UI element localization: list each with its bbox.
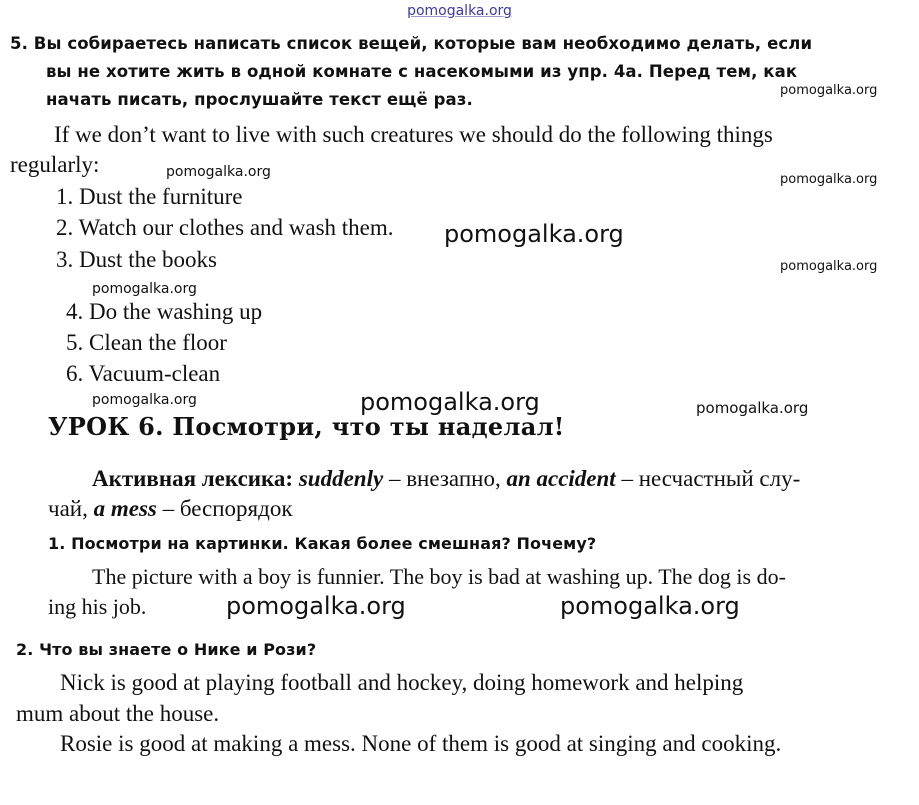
- exercise2-answer-line3: Rosie is good at making a mess. None of them is good at singing and cooking.: [60, 731, 782, 756]
- vocabulary-definition: – беспорядок: [156, 496, 293, 521]
- vocabulary-line1: [92, 466, 800, 492]
- exercise2-answer-line1: Nick is good at playing football and hockey, doing homework and helping: [60, 670, 744, 695]
- watermark: pomogalka.org: [780, 259, 878, 274]
- vocabulary-word: an accident: [506, 466, 616, 491]
- exercise5-heading-line2: вы не хотите жить в одной комнате с насекомыми из упр. 4а. Перед тем, как: [46, 62, 798, 81]
- vocabulary-word: a mess: [93, 496, 157, 521]
- list-item: 5. Clean the floor: [66, 330, 227, 355]
- list-item: 6. Vacuum-clean: [66, 361, 221, 386]
- vocabulary-word: suddenly: [298, 466, 384, 491]
- watermark: pomogalka.org: [92, 281, 197, 297]
- watermark: pomogalka.org: [696, 399, 809, 417]
- list-item: 1. Dust the furniture: [56, 184, 243, 209]
- exercise1-answer-line1: The picture with a boy is funnier. The boy is bad at washing up. The dog is do-: [92, 564, 786, 589]
- exercise5-heading-line3: начать писать, прослушайте текст ещё раз.: [46, 90, 473, 109]
- exercise5-heading-line1: 5. Вы собираетесь написать список вещей, которые вам необходимо делать, если: [10, 34, 813, 53]
- exercise1-heading: 1. Посмотри на картинки. Какая более смешная? Почему?: [48, 534, 597, 553]
- watermark: pomogalka.org: [92, 392, 197, 408]
- vocabulary-line2: [48, 496, 293, 522]
- list-item: 4. Do the washing up: [66, 299, 263, 324]
- vocabulary-definition: чай,: [48, 496, 94, 521]
- watermark: pomogalka.org: [226, 592, 406, 620]
- vocabulary-definition: – несчастный слу-: [615, 466, 801, 491]
- exercise2-heading: 2. Что вы знаете о Нике и Рози?: [16, 640, 317, 659]
- list-item: 3. Dust the books: [56, 247, 217, 272]
- watermark: pomogalka.org: [780, 172, 878, 187]
- watermark: pomogalka.org: [560, 592, 740, 620]
- vocabulary-label: Активная лексика:: [92, 466, 294, 491]
- vocabulary-definition: – внезапно,: [383, 466, 507, 491]
- list-item: 2. Watch our clothes and wash them.: [56, 215, 394, 240]
- exercise2-answer-line2: mum about the house.: [16, 701, 220, 726]
- exercise5-intro-line2: regularly:: [10, 152, 100, 177]
- watermark: pomogalka.org: [444, 220, 624, 248]
- watermark: pomogalka.org: [780, 83, 878, 98]
- exercise1-answer-line2: ing his job.: [48, 594, 147, 619]
- site-header-link[interactable]: pomogalka.org: [407, 3, 512, 19]
- watermark: pomogalka.org: [360, 388, 540, 416]
- exercise5-intro-line1: If we don’t want to live with such creatures we should do the following things: [54, 122, 773, 147]
- watermark: pomogalka.org: [166, 164, 271, 180]
- lesson-title: УРОК 6. Посмотри, что ты наделал!: [48, 412, 565, 441]
